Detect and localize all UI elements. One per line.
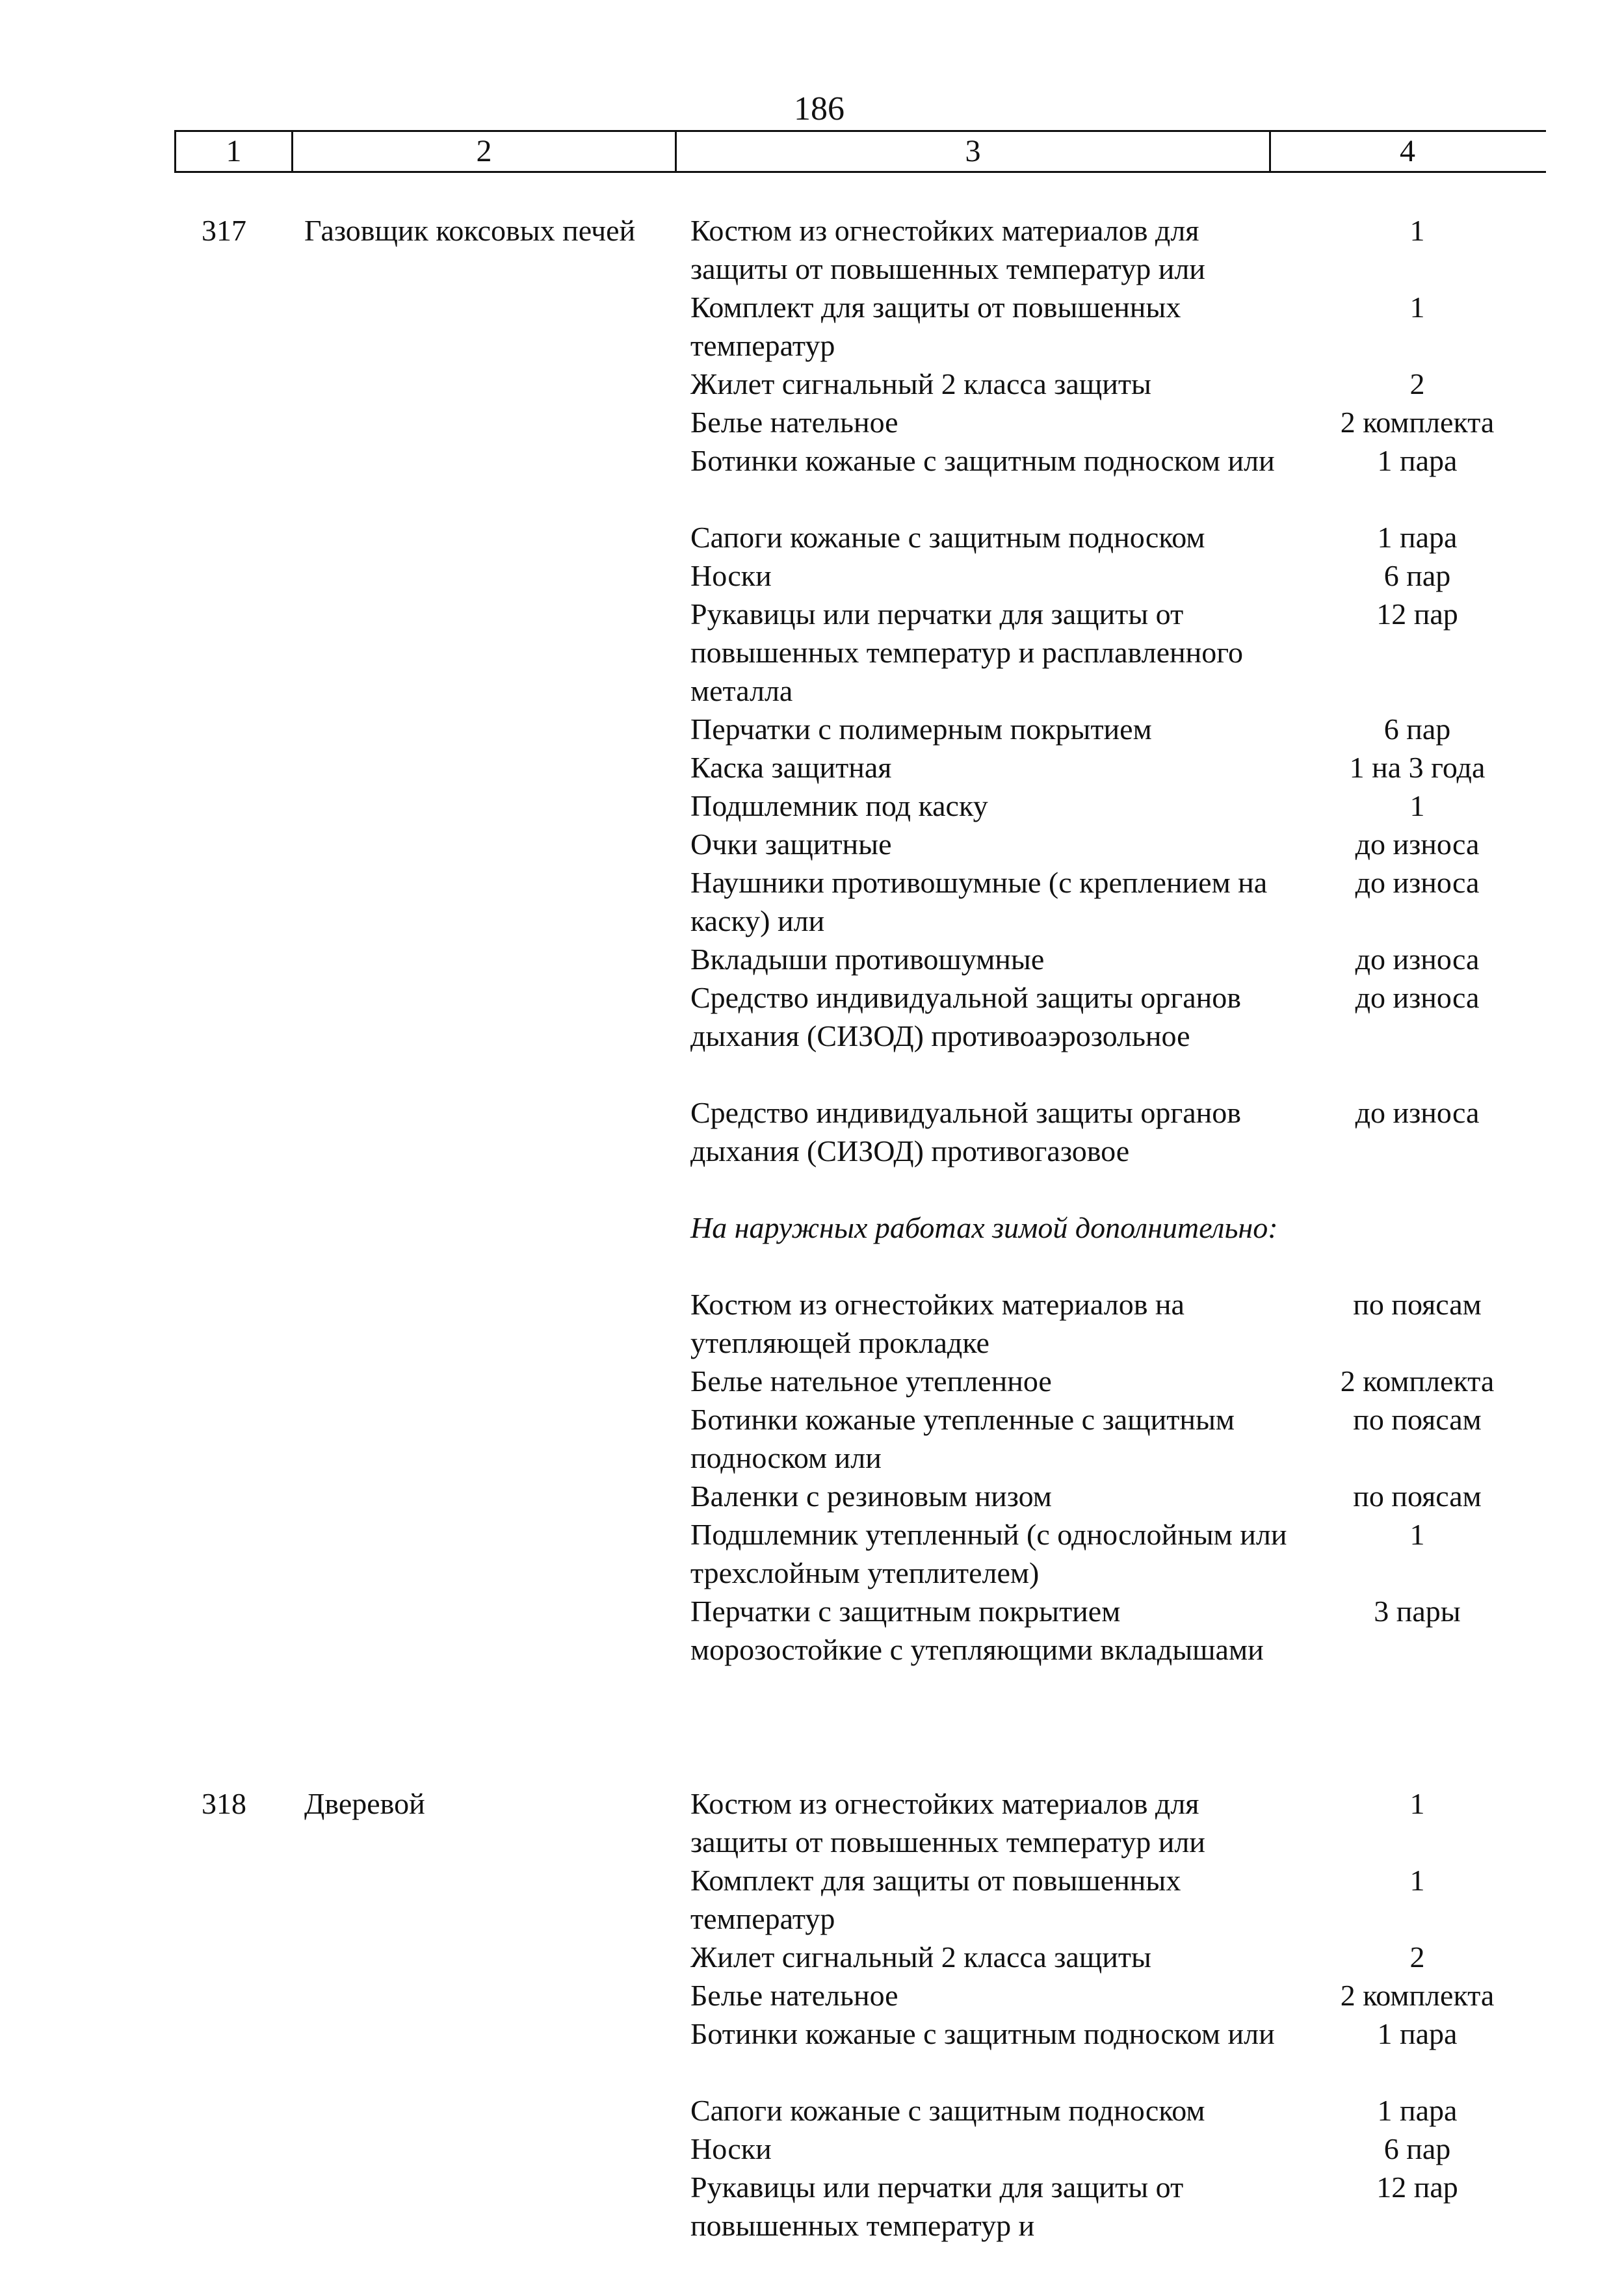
item-quantity: 12 пар xyxy=(1376,597,1458,631)
item-quantity: 2 комплекта xyxy=(1340,1364,1495,1398)
item-quantity: 6 пар xyxy=(1383,2132,1451,2165)
item-quantity: 1 xyxy=(1409,291,1425,324)
entry-number: 317 xyxy=(202,214,246,247)
item-name: Сапоги кожаные с защитным подноском xyxy=(690,521,1205,554)
item-name: Жилет сигнальный 2 класса защиты xyxy=(690,367,1151,400)
item-quantity: 1 пара xyxy=(1377,2094,1458,2127)
job-title: Газовщик коксовых печей xyxy=(304,214,636,247)
item-name: Средство индивидуальной защиты органов дыхания (СИЗОД) противоаэрозольное xyxy=(690,981,1241,1052)
item-name: Костюм из огнестойких материалов для защиты от повышенных температур или xyxy=(690,1787,1205,1859)
item-name: Перчатки с защитным покрытием морозостойкие с утепляющими вкладышами xyxy=(690,1595,1264,1666)
item-quantity: 2 xyxy=(1409,367,1425,400)
item-name: Комплект для защиты от повышенных температур xyxy=(690,291,1181,362)
page-number: 186 xyxy=(794,90,845,127)
item-name: Рукавицы или перчатки для защиты от повышенных температур и xyxy=(690,2171,1184,2242)
item-name: Ботинки кожаные с защитным подноском или xyxy=(690,444,1275,477)
item-name: Комплект для защиты от повышенных температур xyxy=(690,1864,1181,1935)
item-name: Наушники противошумные (с креплением на каску) или xyxy=(690,866,1268,937)
item-name: Сапоги кожаные с защитным подноском xyxy=(690,2094,1205,2127)
item-quantity: 1 пара xyxy=(1377,444,1458,477)
item-name: Белье нательное утепленное xyxy=(690,1364,1052,1398)
item-quantity: до износа xyxy=(1355,828,1480,861)
item-quantity: 1 пара xyxy=(1377,2017,1458,2050)
header-col-3: 3 xyxy=(677,132,1271,171)
item-quantity: 1 пара xyxy=(1377,521,1458,554)
item-quantity: 1 xyxy=(1409,1787,1425,1820)
item-name: Валенки с резиновым низом xyxy=(690,1480,1052,1513)
item-name: Подшлемник утепленный (с однослойным или трехслойным утеплителем) xyxy=(690,1518,1287,1589)
item-quantity: 2 xyxy=(1409,1940,1425,1974)
item-name: Вкладыши противошумные xyxy=(690,943,1045,976)
item-quantity: до износа xyxy=(1355,866,1480,899)
table-header xyxy=(174,130,1546,173)
item-name: Белье нательное xyxy=(690,406,898,439)
item-name: Рукавицы или перчатки для защиты от повышенных температур и расплавленного металла xyxy=(690,597,1243,707)
item-name: Белье нательное xyxy=(690,1979,898,2012)
item-quantity: 1 xyxy=(1409,1864,1425,1897)
item-quantity: до износа xyxy=(1355,1096,1480,1129)
header-col-2: 2 xyxy=(293,132,677,171)
section-note: На наружных работах зимой дополнительно: xyxy=(690,1211,1278,1244)
item-quantity: 1 xyxy=(1409,789,1425,822)
item-quantity: 2 комплекта xyxy=(1340,406,1495,439)
item-quantity: 6 пар xyxy=(1383,712,1451,746)
item-quantity: 1 xyxy=(1409,214,1425,247)
item-name: Носки xyxy=(690,559,772,592)
item-name: Каска защитная xyxy=(690,751,892,784)
header-col-4: 4 xyxy=(1400,134,1415,168)
item-name: Костюм из огнестойких материалов на утепляющей прокладке xyxy=(690,1288,1185,1359)
item-quantity: 3 пары xyxy=(1374,1595,1461,1628)
item-quantity: по поясам xyxy=(1353,1288,1482,1321)
item-quantity: 1 на 3 года xyxy=(1349,751,1486,784)
item-quantity: 2 комплекта xyxy=(1340,1979,1495,2012)
item-name: Подшлемник под каску xyxy=(690,789,988,822)
item-quantity: 6 пар xyxy=(1383,559,1451,592)
header-col-1: 1 xyxy=(176,132,293,171)
item-quantity: 12 пар xyxy=(1376,2171,1458,2204)
item-name: Носки xyxy=(690,2132,772,2165)
item-quantity: по поясам xyxy=(1353,1480,1482,1513)
item-name: Жилет сигнальный 2 класса защиты xyxy=(690,1940,1151,1974)
item-name: Средство индивидуальной защиты органов дыхания (СИЗОД) противогазовое xyxy=(690,1096,1241,1168)
job-title: Дверевой xyxy=(304,1787,425,1820)
item-name: Ботинки кожаные с защитным подноском или xyxy=(690,2017,1275,2050)
item-name: Очки защитные xyxy=(690,828,892,861)
item-quantity: до износа xyxy=(1355,981,1480,1014)
item-name: Перчатки с полимерным покрытием xyxy=(690,712,1152,746)
item-quantity: до износа xyxy=(1355,943,1480,976)
item-name: Костюм из огнестойких материалов для защиты от повышенных температур или xyxy=(690,214,1205,285)
item-quantity: 1 xyxy=(1409,1518,1425,1551)
item-name: Ботинки кожаные утепленные с защитным подноском или xyxy=(690,1403,1235,1474)
item-quantity: по поясам xyxy=(1353,1403,1482,1436)
entry-number: 318 xyxy=(202,1787,246,1820)
